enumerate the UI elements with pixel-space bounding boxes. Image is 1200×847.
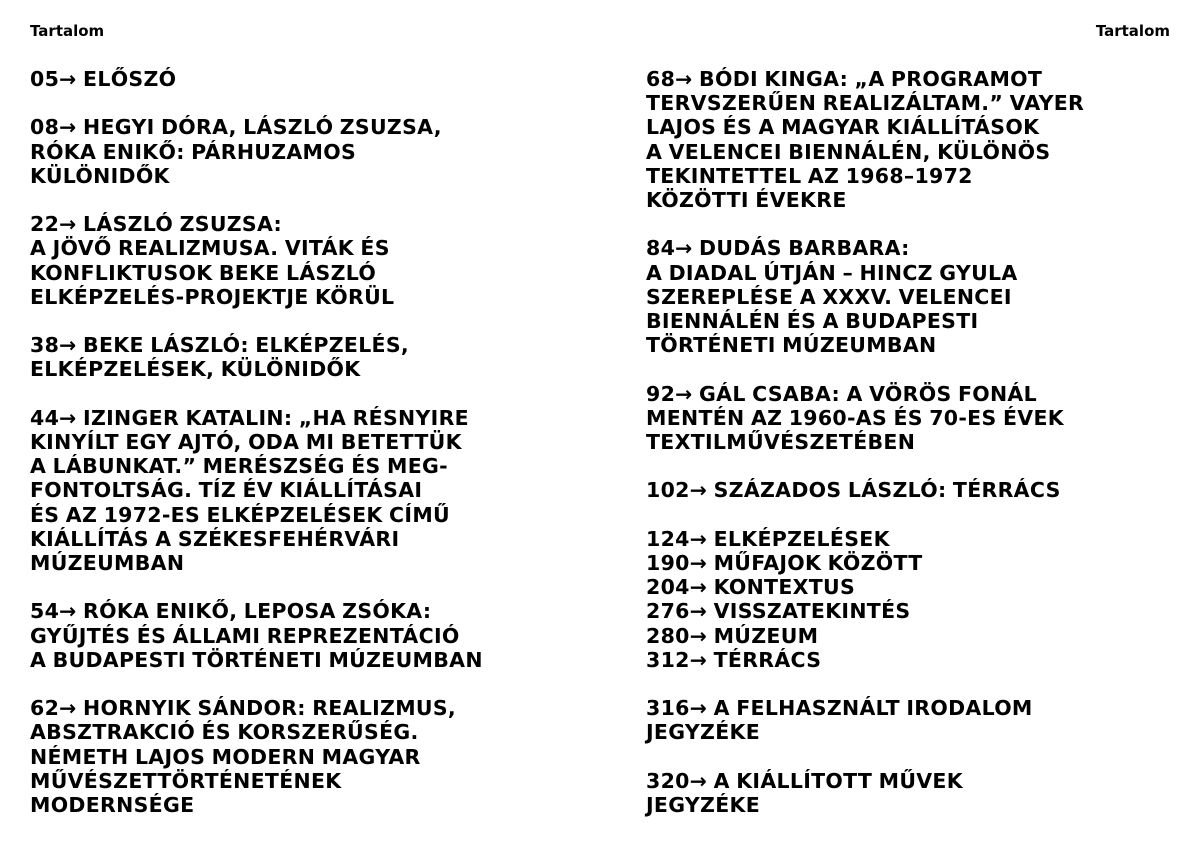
toc-entry-line: 320→ A KIÁLLÍTOTT MŰVEK xyxy=(646,768,963,793)
toc-entry xyxy=(646,382,1176,455)
toc-entry xyxy=(646,236,1176,357)
toc-entry xyxy=(646,648,1176,672)
toc-entry-line: ELKÉPZELÉS-PROJEKTJE KÖRÜL xyxy=(30,284,395,309)
toc-entry xyxy=(646,551,1176,575)
toc-entry-line: 312→ TÉRRÁCS xyxy=(646,647,822,672)
toc-entry-line: 84→ DUDÁS BARBARA: xyxy=(646,236,910,261)
toc-entry-line: 08→ HEGYI DÓRA, LÁSZLÓ ZSUZSA, xyxy=(30,115,442,140)
toc-entry-line: GYŰJTÉS ÉS ÁLLAMI REPREZENTÁCIÓ xyxy=(30,623,460,648)
toc-entry xyxy=(646,769,1176,817)
toc-entry xyxy=(30,599,600,672)
toc-entry xyxy=(30,333,600,381)
toc-entry-line: 280→ MÚZEUM xyxy=(646,623,819,648)
toc-entry xyxy=(646,575,1176,599)
toc-entry-line: KONFLIKTUSOK BEKE LÁSZLÓ xyxy=(30,260,377,285)
running-header-left: Tartalom xyxy=(30,22,105,40)
toc-entry-line: JEGYZÉKE xyxy=(646,793,761,817)
toc-entry-line: A BUDAPESTI TÖRTÉNETI MÚZEUMBAN xyxy=(30,647,483,672)
toc-entry-line: 124→ ELKÉPZELÉSEK xyxy=(646,526,890,551)
toc-entry-line: MENTÉN AZ 1960-AS ÉS 70-ES ÉVEK xyxy=(646,405,1064,430)
toc-entry-line: 22→ LÁSZLÓ ZSUZSA: xyxy=(30,212,283,237)
toc-entry xyxy=(646,67,1176,212)
toc-entry xyxy=(646,527,1176,551)
toc-entry-line: 276→ VISSZATEKINTÉS xyxy=(646,599,911,624)
toc-entry-line: LAJOS ÉS A MAGYAR KIÁLLÍTÁSOK xyxy=(646,115,1040,140)
toc-entry-line: RÓKA ENIKŐ: PÁRHUZAMOS xyxy=(30,139,357,164)
toc-entry-line: 316→ A FELHASZNÁLT IRODALOM xyxy=(646,696,1033,721)
toc-entry-line: TÖRTÉNETI MÚZEUMBAN xyxy=(646,333,937,358)
toc-entry-line: A DIADAL ÚTJÁN – HINCZ GYULA xyxy=(646,260,1018,285)
toc-entry xyxy=(646,696,1176,744)
toc-entry-line: 92→ GÁL CSABA: A VÖRÖS FONÁL xyxy=(646,381,1037,406)
toc-entry-line: 38→ BEKE LÁSZLÓ: ELKÉPZELÉS, xyxy=(30,333,410,358)
toc-entry-line: ÉS AZ 1972-ES ELKÉPZELÉSEK CÍMŰ xyxy=(30,502,450,527)
toc-entry-line: A VELENCEI BIENNÁLÉN, KÜLÖNÖS xyxy=(646,139,1051,164)
toc-entry-line: 62→ HORNYIK SÁNDOR: REALIZMUS, xyxy=(30,696,457,721)
toc-entry-line: KIÁLLÍTÁS A SZÉKESFEHÉRVÁRI xyxy=(30,526,400,551)
toc-entry-line: KÖZÖTTI ÉVEKRE xyxy=(646,188,847,213)
toc-entry xyxy=(30,406,600,575)
toc-entry xyxy=(646,478,1176,502)
toc-entry-line: 54→ RÓKA ENIKŐ, LEPOSA ZSÓKA: xyxy=(30,599,432,624)
toc-entry-line: NÉMETH LAJOS MODERN MAGYAR xyxy=(30,744,421,769)
toc-entry-line: 190→ MŰFAJOK KÖZÖTT xyxy=(646,551,923,575)
running-header-right: Tartalom xyxy=(1095,22,1170,40)
toc-entry xyxy=(30,67,600,91)
toc-entry-line: 05→ ELŐSZÓ xyxy=(30,67,177,91)
toc-entry xyxy=(646,624,1176,648)
toc-column-left xyxy=(30,67,600,841)
toc-entry-line: 44→ IZINGER KATALIN: „HA RÉSNYIRE xyxy=(30,405,469,430)
toc-entry-line: A LÁBUNKAT.” MERÉSZSÉG ÉS MEG- xyxy=(30,454,448,479)
toc-entry-line: BIENNÁLÉN ÉS A BUDAPESTI xyxy=(646,309,979,334)
toc-entry xyxy=(646,599,1176,623)
toc-entry-line: FONTOLTSÁG. TÍZ ÉV KIÁLLÍTÁSAI xyxy=(30,478,423,503)
toc-entry-line: 204→ KONTEXTUS xyxy=(646,575,856,600)
toc-entry-line: A JÖVŐ REALIZMUSA. VITÁK ÉS xyxy=(30,236,390,261)
toc-entry-line: TEXTILMŰVÉSZETÉBEN xyxy=(646,430,916,455)
toc-entry-line: KÜLÖNIDŐK xyxy=(30,163,170,188)
toc-entry xyxy=(30,115,600,188)
toc-entry-line: KINYÍLT EGY AJTÓ, ODA MI BETETTÜK xyxy=(30,429,462,454)
toc-entry-line: SZEREPLÉSE A XXXV. VELENCEI xyxy=(646,284,1012,309)
toc-entry-line: JEGYZÉKE xyxy=(646,720,761,745)
toc-entry-line: MŰVÉSZETTÖRTÉNETÉNEK xyxy=(30,768,342,793)
toc-entry-line: MÚZEUMBAN xyxy=(30,551,185,575)
toc-entry-line: ELKÉPZELÉSEK, KÜLÖNIDŐK xyxy=(30,357,361,382)
toc-entry-line: 68→ BÓDI KINGA: „A PROGRAMOT xyxy=(646,67,1043,91)
toc-column-right xyxy=(646,67,1176,841)
toc-entry-line: MODERNSÉGE xyxy=(30,793,195,817)
toc-entry-line: TEKINTETTEL AZ 1968–1972 xyxy=(646,163,973,188)
toc-entry-line: 102→ SZÁZADOS LÁSZLÓ: TÉRRÁCS xyxy=(646,478,1061,503)
toc-entry xyxy=(30,696,600,817)
toc-entry-line: ABSZTRAKCIÓ ÉS KORSZERŰSÉG. xyxy=(30,720,419,745)
toc-entry-line: TERVSZERŰEN REALIZÁLTAM.” VAYER xyxy=(646,91,1085,116)
toc-entry xyxy=(30,212,600,309)
